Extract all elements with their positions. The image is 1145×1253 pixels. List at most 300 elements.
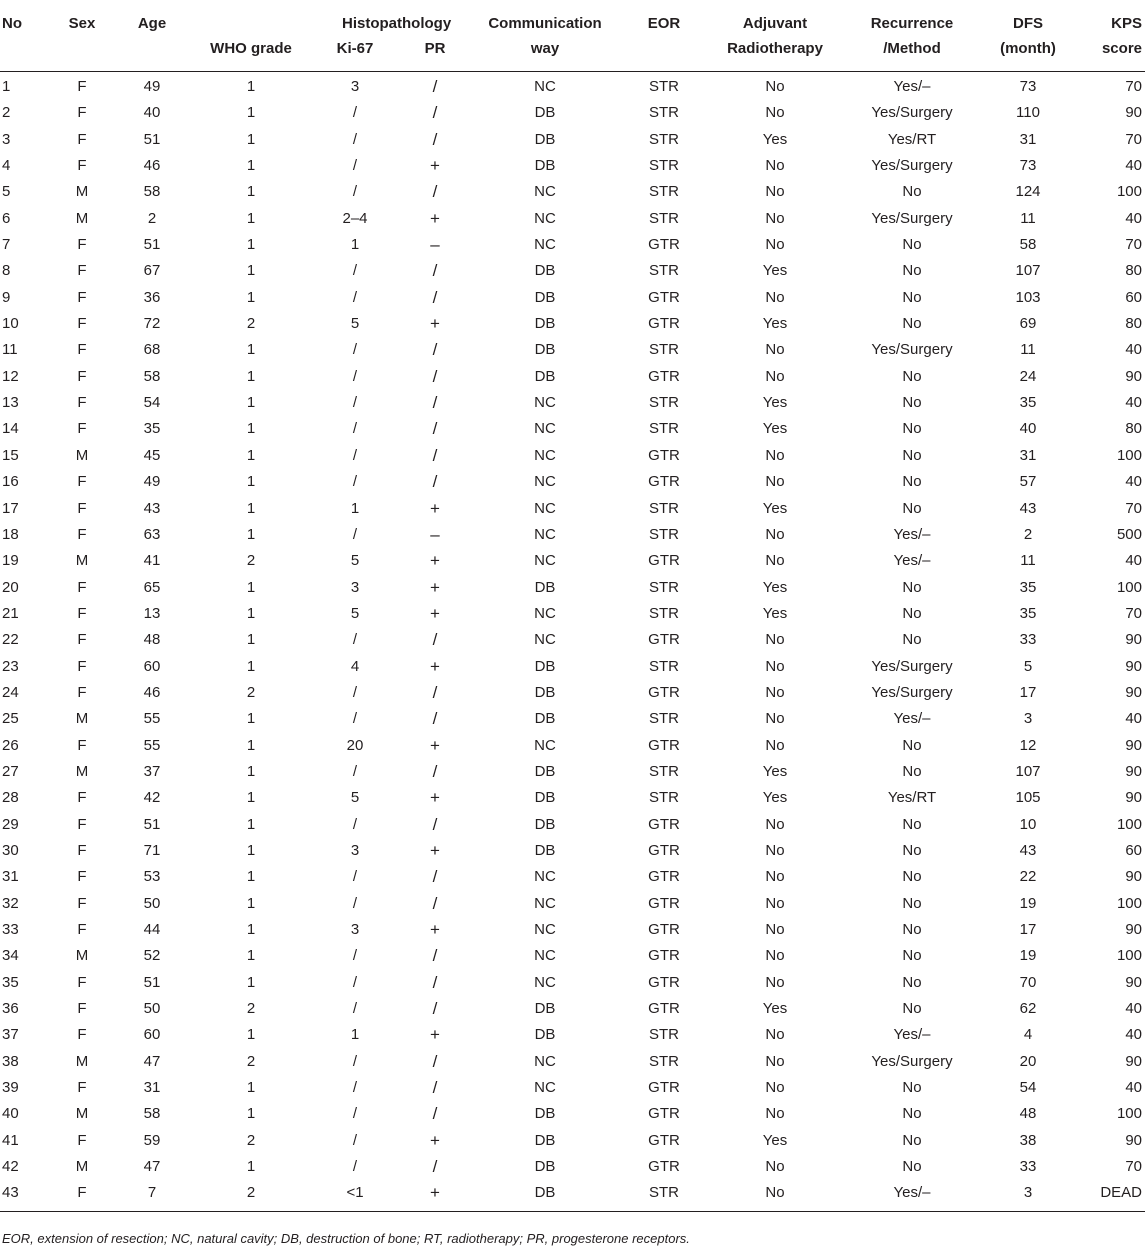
cell-sex: F xyxy=(77,104,87,122)
cell-age: 58 xyxy=(143,367,161,385)
cell-sex: F xyxy=(77,973,87,991)
table-row xyxy=(0,891,1145,917)
cell-no: 40 xyxy=(2,1105,19,1123)
cell-who-grade: 2 xyxy=(246,315,256,333)
cell-recurrence: No xyxy=(902,1000,922,1018)
cell-communication: DB xyxy=(534,841,556,859)
cell-dfs: 43 xyxy=(1019,499,1037,517)
cell-adjuvant: Yes xyxy=(762,604,788,622)
cell-recurrence: No xyxy=(902,394,922,412)
cell-who-grade: 1 xyxy=(246,841,256,859)
cell-eor: GTR xyxy=(648,631,680,649)
cell-eor: GTR xyxy=(648,1079,680,1097)
header-month: (month) xyxy=(1000,40,1056,57)
cell-recurrence: No xyxy=(902,578,922,596)
cell-pr: / xyxy=(432,893,438,913)
cell-communication: DB xyxy=(534,315,556,333)
cell-recurrence: No xyxy=(902,762,922,780)
table-row xyxy=(0,311,1145,337)
cell-recurrence: No xyxy=(902,446,922,464)
cell-age: 31 xyxy=(143,1079,161,1097)
cell-eor: STR xyxy=(649,157,679,175)
cell-age: 68 xyxy=(143,341,161,359)
cell-age: 45 xyxy=(143,446,161,464)
cell-adjuvant: Yes xyxy=(762,420,788,438)
cell-ki67: 3 xyxy=(350,921,360,938)
cell-eor: STR xyxy=(649,1026,679,1044)
cell-who-grade: 1 xyxy=(246,1079,256,1097)
cell-communication: NC xyxy=(534,604,556,622)
cell-recurrence: Yes/Surgery xyxy=(871,657,953,675)
cell-no: 10 xyxy=(2,315,19,333)
cell-eor: STR xyxy=(649,762,679,780)
cell-ki67: 5 xyxy=(350,552,360,570)
cell-pr: / xyxy=(432,472,438,492)
cell-ki67: 3 xyxy=(350,78,360,95)
cell-sex: F xyxy=(77,631,87,649)
cell-pr: / xyxy=(432,340,438,360)
cell-dfs: 2 xyxy=(1023,525,1033,543)
cell-dfs: 105 xyxy=(1015,789,1041,807)
cell-recurrence: No xyxy=(902,420,922,438)
cell-ki67: 1 xyxy=(350,499,360,517)
table-row xyxy=(0,1154,1145,1180)
table-row xyxy=(0,680,1145,706)
cell-pr: + xyxy=(430,208,440,228)
cell-communication: DB xyxy=(534,1184,556,1202)
cell-dfs: 35 xyxy=(1019,578,1037,596)
cell-kps: DEAD xyxy=(1100,1184,1142,1202)
table-row xyxy=(0,627,1145,653)
cell-pr: / xyxy=(432,419,438,439)
cell-kps: 100 xyxy=(1116,1105,1142,1123)
cell-recurrence: Yes/Surgery xyxy=(871,104,953,122)
cell-recurrence: No xyxy=(902,1079,922,1097)
cell-eor: STR xyxy=(649,104,679,122)
cell-no: 21 xyxy=(2,604,19,622)
cell-age: 50 xyxy=(143,1000,161,1018)
table-row xyxy=(0,443,1145,469)
cell-kps: 90 xyxy=(1125,367,1142,385)
cell-dfs: 110 xyxy=(1016,104,1040,122)
cell-ki67: / xyxy=(352,525,358,543)
cell-eor: STR xyxy=(649,209,679,227)
cell-adjuvant: Yes xyxy=(762,1131,788,1149)
cell-kps: 100 xyxy=(1116,578,1142,596)
cell-adjuvant: No xyxy=(765,157,785,175)
cell-kps: 60 xyxy=(1125,841,1142,859)
cell-dfs: 35 xyxy=(1019,394,1037,412)
cell-ki67: / xyxy=(352,1158,358,1176)
cell-pr: / xyxy=(432,182,438,202)
cell-recurrence: No xyxy=(902,262,922,280)
cell-recurrence: No xyxy=(902,236,922,254)
cell-sex: F xyxy=(77,1079,87,1097)
cell-communication: NC xyxy=(534,868,556,886)
cell-dfs: 31 xyxy=(1019,446,1037,464)
cell-eor: STR xyxy=(649,710,679,728)
cell-eor: GTR xyxy=(648,1105,680,1123)
table-row xyxy=(0,970,1145,996)
cell-who-grade: 2 xyxy=(246,1184,256,1202)
cell-who-grade: 1 xyxy=(246,604,256,622)
cell-pr: + xyxy=(430,1025,440,1045)
cell-kps: 100 xyxy=(1116,183,1142,201)
cell-recurrence: No xyxy=(902,1158,922,1176)
cell-who-grade: 1 xyxy=(246,367,256,385)
cell-sex: F xyxy=(77,236,87,254)
cell-dfs: 12 xyxy=(1019,736,1037,754)
cell-adjuvant: Yes xyxy=(762,762,788,780)
table-row xyxy=(0,258,1145,284)
cell-kps: 40 xyxy=(1125,1026,1142,1044)
cell-eor: STR xyxy=(649,78,679,95)
cell-who-grade: 1 xyxy=(246,1158,256,1176)
cell-who-grade: 1 xyxy=(246,78,256,95)
cell-no: 22 xyxy=(2,631,19,649)
cell-sex: F xyxy=(77,657,87,675)
cell-age: 40 xyxy=(143,104,161,122)
cell-pr: – xyxy=(430,235,440,255)
cell-sex: F xyxy=(77,78,87,95)
cell-no: 8 xyxy=(2,262,11,280)
cell-kps: 40 xyxy=(1125,341,1142,359)
cell-eor: GTR xyxy=(648,947,680,965)
cell-adjuvant: No xyxy=(765,1026,785,1044)
table-row xyxy=(0,496,1145,522)
cell-pr: / xyxy=(432,1051,438,1071)
cell-dfs: 107 xyxy=(1015,262,1041,280)
cell-dfs: 33 xyxy=(1019,631,1037,649)
cell-kps: 70 xyxy=(1125,604,1142,622)
cell-ki67: / xyxy=(352,1079,358,1097)
cell-sex: F xyxy=(77,157,87,175)
cell-pr: / xyxy=(432,261,438,281)
cell-ki67: 3 xyxy=(350,578,360,596)
cell-adjuvant: No xyxy=(765,1105,785,1123)
cell-who-grade: 2 xyxy=(246,1052,256,1070)
cell-ki67: / xyxy=(352,1105,358,1123)
cell-pr: + xyxy=(430,788,440,808)
cell-adjuvant: No xyxy=(765,736,785,754)
header-communication: Communication xyxy=(488,15,602,32)
cell-who-grade: 2 xyxy=(246,1000,256,1018)
cell-no: 28 xyxy=(2,789,19,807)
header-age: Age xyxy=(137,15,167,32)
cell-no: 31 xyxy=(2,868,19,886)
table-row xyxy=(0,575,1145,601)
header-histopathology: Histopathology xyxy=(342,15,452,32)
cell-kps: 40 xyxy=(1125,394,1142,412)
cell-sex: F xyxy=(77,736,87,754)
table-row xyxy=(0,917,1145,943)
cell-age: 67 xyxy=(143,262,161,280)
cell-dfs: 69 xyxy=(1019,315,1037,333)
cell-adjuvant: No xyxy=(765,288,785,306)
cell-adjuvant: No xyxy=(765,1079,785,1097)
cell-eor: GTR xyxy=(648,841,680,859)
cell-communication: NC xyxy=(534,973,556,991)
cell-sex: F xyxy=(77,683,87,701)
table-row xyxy=(0,232,1145,258)
cell-kps: 100 xyxy=(1116,815,1142,833)
cell-kps: 40 xyxy=(1125,1079,1142,1097)
cell-dfs: 11 xyxy=(1020,341,1036,359)
cell-dfs: 43 xyxy=(1019,841,1037,859)
table-footnote: EOR, extension of resection; NC, natural cavity; DB, destruction of bone; RT, radiotherapy; PR, progesterone receptors. xyxy=(2,1231,690,1246)
cell-no: 38 xyxy=(2,1052,19,1070)
cell-sex: F xyxy=(77,894,87,912)
cell-pr: + xyxy=(430,840,440,860)
cell-sex: M xyxy=(75,947,89,965)
cell-adjuvant: Yes xyxy=(762,130,788,148)
cell-kps: 90 xyxy=(1125,973,1142,991)
cell-dfs: 3 xyxy=(1023,1184,1033,1202)
cell-ki67: <1 xyxy=(346,1184,364,1202)
cell-no: 25 xyxy=(2,710,19,728)
cell-sex: F xyxy=(77,420,87,438)
cell-dfs: 17 xyxy=(1019,683,1037,701)
header-communication-way: way xyxy=(530,40,560,57)
cell-eor: STR xyxy=(649,183,679,201)
cell-kps: 40 xyxy=(1125,710,1142,728)
table-row xyxy=(0,1022,1145,1048)
table-row xyxy=(0,206,1145,232)
cell-dfs: 10 xyxy=(1019,815,1037,833)
cell-communication: NC xyxy=(534,446,556,464)
cell-communication: NC xyxy=(534,894,556,912)
cell-kps: 40 xyxy=(1125,1000,1142,1018)
cell-communication: DB xyxy=(534,341,556,359)
cell-adjuvant: No xyxy=(765,104,785,122)
cell-recurrence: No xyxy=(902,841,922,859)
cell-pr: / xyxy=(432,682,438,702)
cell-communication: DB xyxy=(534,578,556,596)
cell-ki67: / xyxy=(352,130,358,148)
table-row xyxy=(0,1128,1145,1154)
cell-dfs: 48 xyxy=(1019,1105,1037,1123)
cell-eor: GTR xyxy=(648,1131,680,1149)
cell-dfs: 19 xyxy=(1019,947,1037,965)
cell-who-grade: 1 xyxy=(246,288,256,306)
cell-who-grade: 1 xyxy=(246,341,256,359)
cell-adjuvant: No xyxy=(765,1184,785,1202)
cell-no: 26 xyxy=(2,736,19,754)
cell-ki67: / xyxy=(352,1131,358,1149)
cell-no: 14 xyxy=(2,420,19,438)
cell-sex: F xyxy=(77,130,87,148)
cell-who-grade: 2 xyxy=(246,683,256,701)
cell-eor: GTR xyxy=(648,1000,680,1018)
table-row xyxy=(0,1075,1145,1101)
cell-communication: DB xyxy=(534,157,556,175)
cell-pr: / xyxy=(432,1157,438,1177)
cell-pr: + xyxy=(430,920,440,939)
cell-ki67: / xyxy=(352,446,358,464)
table-row xyxy=(0,706,1145,732)
cell-sex: F xyxy=(77,921,87,938)
cell-who-grade: 1 xyxy=(246,894,256,912)
cell-age: 58 xyxy=(143,1105,161,1123)
cell-who-grade: 1 xyxy=(246,762,256,780)
cell-recurrence: No xyxy=(902,315,922,333)
table-row xyxy=(0,785,1145,811)
cell-no: 17 xyxy=(2,499,19,517)
cell-communication: DB xyxy=(534,815,556,833)
table-row xyxy=(0,285,1145,311)
cell-recurrence: No xyxy=(902,1131,922,1149)
cell-pr: / xyxy=(432,103,438,123)
cell-sex: F xyxy=(77,1131,87,1149)
cell-no: 30 xyxy=(2,841,19,859)
cell-ki67: 4 xyxy=(350,657,360,675)
cell-pr: / xyxy=(432,445,438,465)
cell-ki67: / xyxy=(352,947,358,965)
cell-no: 29 xyxy=(2,815,19,833)
table-row xyxy=(0,390,1145,416)
cell-communication: DB xyxy=(534,657,556,675)
cell-dfs: 11 xyxy=(1020,552,1036,570)
cell-recurrence: No xyxy=(902,473,922,491)
cell-dfs: 73 xyxy=(1019,78,1037,95)
cell-age: 46 xyxy=(143,683,161,701)
cell-age: 65 xyxy=(143,578,161,596)
table-row xyxy=(0,1180,1145,1206)
cell-recurrence: Yes/– xyxy=(893,1184,931,1202)
cell-eor: GTR xyxy=(648,973,680,991)
cell-no: 5 xyxy=(2,183,11,201)
cell-age: 47 xyxy=(143,1158,161,1176)
cell-pr: / xyxy=(432,630,438,650)
cell-ki67: / xyxy=(352,367,358,385)
cell-recurrence: No xyxy=(902,973,922,991)
cell-no: 23 xyxy=(2,657,19,675)
cell-who-grade: 1 xyxy=(246,973,256,991)
table-row xyxy=(0,812,1145,838)
header-recurrence: Recurrence xyxy=(870,15,954,32)
cell-eor: GTR xyxy=(648,1158,680,1176)
cell-sex: F xyxy=(77,578,87,596)
cell-recurrence: Yes/Surgery xyxy=(871,209,953,227)
cell-communication: NC xyxy=(534,525,556,543)
cell-sex: F xyxy=(77,288,87,306)
table-row xyxy=(0,522,1145,548)
cell-adjuvant: No xyxy=(765,341,785,359)
table-row xyxy=(0,469,1145,495)
cell-adjuvant: No xyxy=(765,525,785,543)
cell-kps: 70 xyxy=(1125,130,1142,148)
cell-no: 37 xyxy=(2,1026,19,1044)
cell-dfs: 20 xyxy=(1019,1052,1037,1070)
cell-kps: 500 xyxy=(1116,525,1142,543)
table-row xyxy=(0,864,1145,890)
cell-dfs: 5 xyxy=(1023,657,1033,675)
cell-recurrence: Yes/– xyxy=(893,78,931,95)
cell-who-grade: 2 xyxy=(246,552,256,570)
cell-no: 34 xyxy=(2,947,19,965)
cell-pr: – xyxy=(430,524,440,544)
cell-no: 4 xyxy=(2,157,11,175)
cell-sex: F xyxy=(77,525,87,543)
cell-adjuvant: No xyxy=(765,552,785,570)
cell-eor: GTR xyxy=(648,736,680,754)
cell-age: 51 xyxy=(143,236,161,254)
cell-eor: STR xyxy=(649,499,679,517)
table-row xyxy=(0,996,1145,1022)
cell-recurrence: No xyxy=(902,894,922,912)
cell-eor: STR xyxy=(649,657,679,675)
cell-adjuvant: No xyxy=(765,236,785,254)
cell-communication: NC xyxy=(534,499,556,517)
cell-kps: 90 xyxy=(1125,921,1142,938)
cell-pr: / xyxy=(432,393,438,413)
cell-eor: GTR xyxy=(648,367,680,385)
cell-dfs: 58 xyxy=(1019,236,1037,254)
cell-age: 63 xyxy=(143,525,161,543)
cell-who-grade: 1 xyxy=(246,473,256,491)
cell-adjuvant: Yes xyxy=(762,578,788,596)
cell-no: 41 xyxy=(2,1131,19,1149)
cell-kps: 90 xyxy=(1125,1052,1142,1070)
cell-communication: DB xyxy=(534,762,556,780)
cell-adjuvant: Yes xyxy=(762,315,788,333)
cell-pr: / xyxy=(432,999,438,1019)
cell-pr: + xyxy=(430,577,440,597)
cell-kps: 100 xyxy=(1116,894,1142,912)
cell-dfs: 70 xyxy=(1019,973,1037,991)
cell-ki67: / xyxy=(352,104,358,122)
header-radiotherapy: Radiotherapy xyxy=(727,40,823,57)
cell-communication: NC xyxy=(534,183,556,201)
cell-kps: 90 xyxy=(1125,631,1142,649)
cell-no: 24 xyxy=(2,683,19,701)
cell-no: 11 xyxy=(2,341,18,359)
cell-pr: / xyxy=(432,1078,438,1098)
cell-pr: + xyxy=(430,1183,440,1203)
cell-pr: / xyxy=(432,972,438,992)
cell-dfs: 103 xyxy=(1015,288,1041,306)
header-method: /Method xyxy=(883,40,941,57)
cell-kps: 100 xyxy=(1116,446,1142,464)
cell-eor: STR xyxy=(649,130,679,148)
cell-adjuvant: No xyxy=(765,841,785,859)
cell-sex: F xyxy=(77,262,87,280)
cell-adjuvant: No xyxy=(765,473,785,491)
cell-pr: / xyxy=(432,867,438,887)
cell-pr: / xyxy=(432,814,438,834)
cell-no: 3 xyxy=(2,130,11,148)
cell-no: 1 xyxy=(2,78,11,95)
cell-ki67: / xyxy=(352,157,358,175)
cell-recurrence: No xyxy=(902,604,922,622)
cell-dfs: 17 xyxy=(1019,921,1037,938)
cell-who-grade: 1 xyxy=(246,104,256,122)
cell-no: 9 xyxy=(2,288,11,306)
cell-communication: DB xyxy=(534,104,556,122)
cell-pr: / xyxy=(432,946,438,966)
cell-no: 19 xyxy=(2,552,19,570)
cell-no: 20 xyxy=(2,578,19,596)
cell-communication: NC xyxy=(534,420,556,438)
cell-recurrence: No xyxy=(902,947,922,965)
cell-recurrence: No xyxy=(902,183,922,201)
cell-ki67: / xyxy=(352,762,358,780)
cell-age: 72 xyxy=(143,315,161,333)
cell-kps: 70 xyxy=(1125,1158,1142,1176)
cell-age: 36 xyxy=(143,288,161,306)
cell-adjuvant: No xyxy=(765,973,785,991)
cell-eor: STR xyxy=(649,394,679,412)
